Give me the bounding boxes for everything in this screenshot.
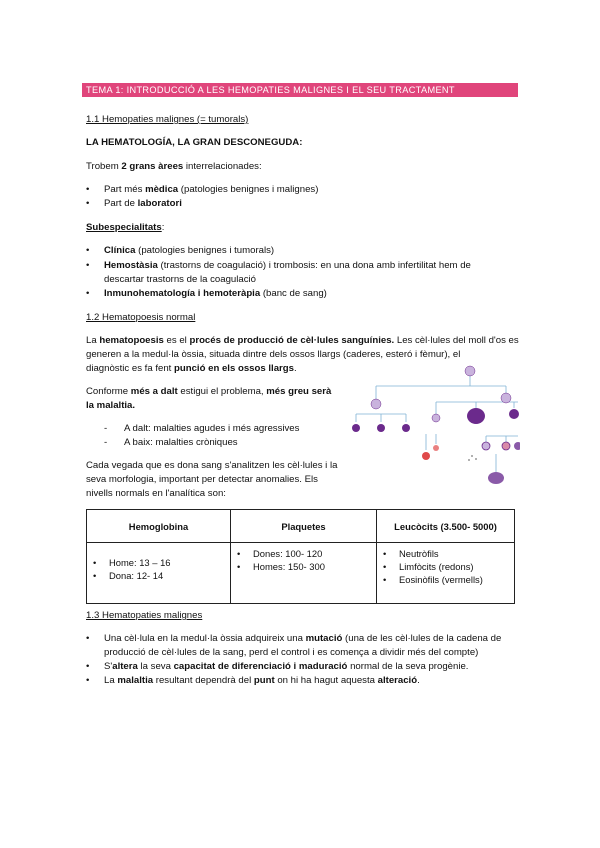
reticulocyte-cell xyxy=(433,445,439,451)
table-cell xyxy=(377,543,515,604)
lymphocyte-cell xyxy=(377,424,385,432)
analysis-paragraph-line3: nivells normals en l'analítica son: xyxy=(86,488,226,499)
severity-paragraph-line2: la malaltia. xyxy=(86,400,136,411)
table-cell xyxy=(87,543,231,604)
table-header: Leucòcits (3.500- 5000) xyxy=(377,510,515,543)
list-item: • Home: 13 – 16 xyxy=(93,557,171,568)
platelets xyxy=(468,455,477,461)
lymphoid-progenitor xyxy=(371,399,381,409)
list-item: • Una cèl·lula en la medul·la òssia adquireix una mutació (una de les cèl·lules de la cadena de xyxy=(86,633,502,644)
myeloid-progenitor xyxy=(501,393,511,403)
list-item: • Neutròfils xyxy=(383,548,439,559)
subspecialties-label: Subespecialitats: xyxy=(86,222,165,233)
hematopoesis-paragraph-line1: La hematopoesis es el procés de producció de cèl·lules sanguínies. Les cèl·lules del moll d'os es xyxy=(86,335,519,346)
table-header: Hemoglobina xyxy=(87,510,231,543)
list-item: • S'altera la seva capacitat de diferenciació i maduració normal de la seva progènie. xyxy=(86,661,469,672)
subtitle-hematology: LA HEMATOLOGÍA, LA GRAN DESCONEGUDA: xyxy=(86,137,303,148)
red-blood-cell xyxy=(422,452,430,460)
section-1-3-heading: 1.3 Hematopaties malignes xyxy=(86,610,203,621)
list-item: - A dalt: malalties agudes i més agressives xyxy=(104,423,300,434)
hematopoiesis-diagram xyxy=(346,364,520,494)
hematopoesis-paragraph-line3: diagnòstic es fa fent punció en els ossos llargs. xyxy=(86,363,297,374)
list-item: • La malaltia resultant dependrà del punt on hi ha hagut aquesta alteració. xyxy=(86,675,420,686)
list-item: • Part més mèdica (patologies benignes i malignes) xyxy=(86,184,319,195)
granulocyte-cell xyxy=(502,442,510,450)
section-1-1-heading: 1.1 Hemopaties malignes (= tumorals) xyxy=(86,114,249,125)
list-item: - A baix: malalties cròniques xyxy=(104,437,238,448)
list-item: • Dones: 100- 120 xyxy=(237,548,323,559)
analysis-paragraph-line2: seva morfologia, important per detectar anomalies. Els xyxy=(86,474,318,485)
table-cell xyxy=(231,543,377,604)
monocyte-cell xyxy=(514,442,520,450)
blood-levels-table xyxy=(86,509,515,604)
erythroblast-cell xyxy=(432,414,440,422)
megakaryocyte-cell xyxy=(467,408,485,424)
list-item: • Inmunohematología i hemoteràpia (banc de sang) xyxy=(86,288,327,299)
intro-areas: Trobem 2 grans àrees interrelacionades: xyxy=(86,161,262,172)
lymphocyte-cell xyxy=(352,424,360,432)
list-item: • Limfòcits (redons) xyxy=(383,561,474,572)
list-item: • Clínica (patologies benignes i tumorals) xyxy=(86,245,275,256)
table-header: Plaquetes xyxy=(231,510,377,543)
lymphocyte-cell xyxy=(402,424,410,432)
severity-paragraph-line1: Conforme més a dalt estigui el problema, més greu serà xyxy=(86,386,332,397)
list-item: • Dona: 12- 14 xyxy=(93,570,164,581)
list-item: • Hemostàsia (trastorns de coagulació) i trombosis: en una dona amb infertilitat hem de xyxy=(86,260,471,271)
list-item-continuation: descartar trastorns de la coagulació xyxy=(104,274,256,285)
section-1-2-heading: 1.2 Hematopoesis normal xyxy=(86,312,196,323)
list-item: • Homes: 150- 300 xyxy=(237,561,325,572)
chapter-title-banner: TEMA 1: INTRODUCCIÓ A LES HEMOPATIES MALIGNES I EL SEU TRACTAMENT xyxy=(82,83,518,97)
list-item: • Part de laboratori xyxy=(86,198,182,209)
macrophage-cell xyxy=(488,472,504,484)
list-item-continuation: producció de cèl·lules de la sang, perd el control i es comença a dividir més del compte) xyxy=(104,647,479,658)
hematopoesis-paragraph-line2: generen a la medul·la òssia, situada dintre dels ossos llargs (caderes, esteró i fèmur), el xyxy=(86,349,461,360)
granulocyte-cell xyxy=(482,442,490,450)
analysis-paragraph-line1: Cada vegada que es dona sang s'analitzen les cèl·lules i la xyxy=(86,460,338,471)
list-item: • Eosinòfils (vermells) xyxy=(383,574,483,585)
stem-cell xyxy=(465,366,475,376)
myeloblast-cell xyxy=(509,409,519,419)
